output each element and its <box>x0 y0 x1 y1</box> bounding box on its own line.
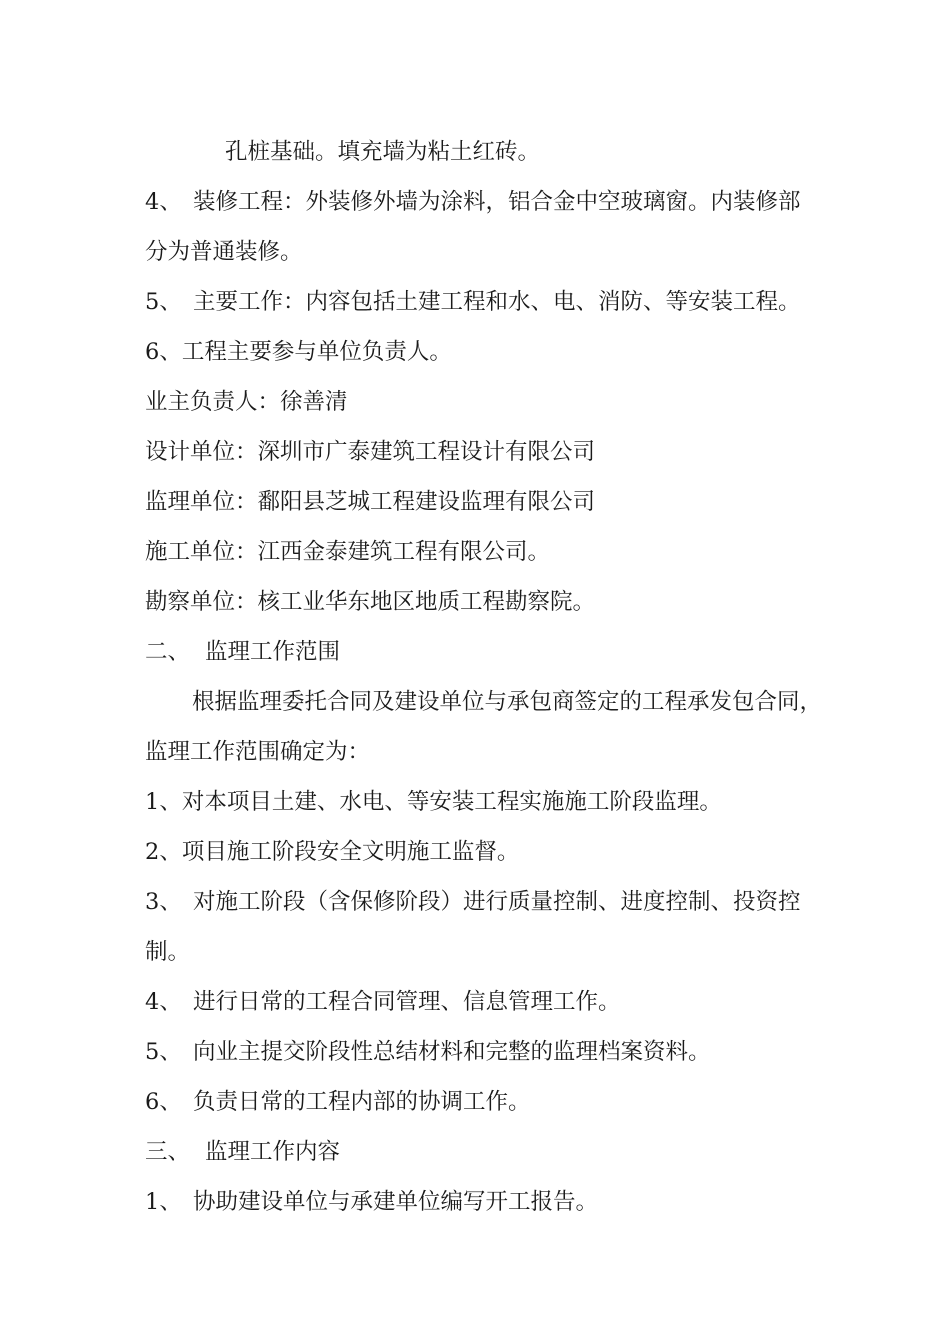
list-item <box>145 1037 711 1067</box>
paragraph-line <box>192 687 822 717</box>
survey-unit-line <box>145 587 595 617</box>
list-item <box>145 1087 531 1117</box>
line-text: 制。 <box>145 939 191 965</box>
line-text: 分为普通装修。 <box>145 239 303 265</box>
supervision-unit-line <box>145 487 595 517</box>
section-title: 监理工作内容 <box>205 1139 341 1165</box>
line-text: 根据监理委托合同及建设单位与承包商签定的工程承发包合同， <box>192 689 823 715</box>
design-unit-line <box>145 437 595 467</box>
list-number: 4、 <box>145 989 182 1015</box>
line-text: 设计单位：深圳市广泰建筑工程设计有限公司 <box>145 439 596 465</box>
owner-line <box>145 387 348 417</box>
line-text: 1、对本项目土建、水电、等安装工程实施施工阶段监理。 <box>145 789 722 815</box>
line-text: 主要工作：内容包括土建工程和水、电、消防、等安装工程。 <box>193 289 801 315</box>
list-item <box>145 887 801 917</box>
list-number: 3、 <box>145 889 182 915</box>
paragraph-line <box>145 237 303 267</box>
list-number: 5、 <box>145 289 182 315</box>
line-text: 2、项目施工阶段安全文明施工监督。 <box>145 839 520 865</box>
line-text: 监理单位：鄱阳县芝城工程建设监理有限公司 <box>145 489 596 515</box>
list-number: 6、 <box>145 1089 182 1115</box>
line-text: 孔桩基础。填充墙为粘土红砖。 <box>225 139 541 165</box>
construction-unit-line <box>145 537 550 567</box>
list-item <box>145 1187 598 1217</box>
list-number: 4、 <box>145 189 182 215</box>
line-text: 进行日常的工程合同管理、信息管理工作。 <box>193 989 621 1015</box>
line-text: 6、工程主要参与单位负责人。 <box>145 339 452 365</box>
line-text: 监理工作范围确定为： <box>145 739 371 765</box>
list-item <box>145 987 621 1017</box>
line-text: 协助建设单位与承建单位编写开工报告。 <box>193 1189 599 1215</box>
list-item <box>145 187 801 217</box>
list-item <box>145 787 722 817</box>
paragraph-line <box>145 937 190 967</box>
paragraph-line <box>225 137 540 167</box>
list-item <box>145 837 519 867</box>
line-text: 施工单位：江西金泰建筑工程有限公司。 <box>145 539 551 565</box>
section-heading <box>145 1137 340 1167</box>
paragraph-line <box>145 737 370 767</box>
section-heading <box>145 637 340 667</box>
line-text: 对施工阶段（含保修阶段）进行质量控制、进度控制、投资控 <box>193 889 801 915</box>
section-number: 二、 <box>145 639 191 665</box>
line-text: 负责日常的工程内部的协调工作。 <box>193 1089 531 1115</box>
line-text: 装修工程：外装修外墙为涂料，铝合金中空玻璃窗。内装修部 <box>193 189 801 215</box>
section-title: 监理工作范围 <box>205 639 341 665</box>
line-text: 勘察单位：核工业华东地区地质工程勘察院。 <box>145 589 596 615</box>
list-item <box>145 287 801 317</box>
line-text: 向业主提交阶段性总结材料和完整的监理档案资料。 <box>193 1039 711 1065</box>
list-number: 1、 <box>145 1189 182 1215</box>
paragraph-line <box>145 337 452 367</box>
line-text: 业主负责人：徐善清 <box>145 389 348 415</box>
section-number: 三、 <box>145 1139 191 1165</box>
list-number: 5、 <box>145 1039 182 1065</box>
